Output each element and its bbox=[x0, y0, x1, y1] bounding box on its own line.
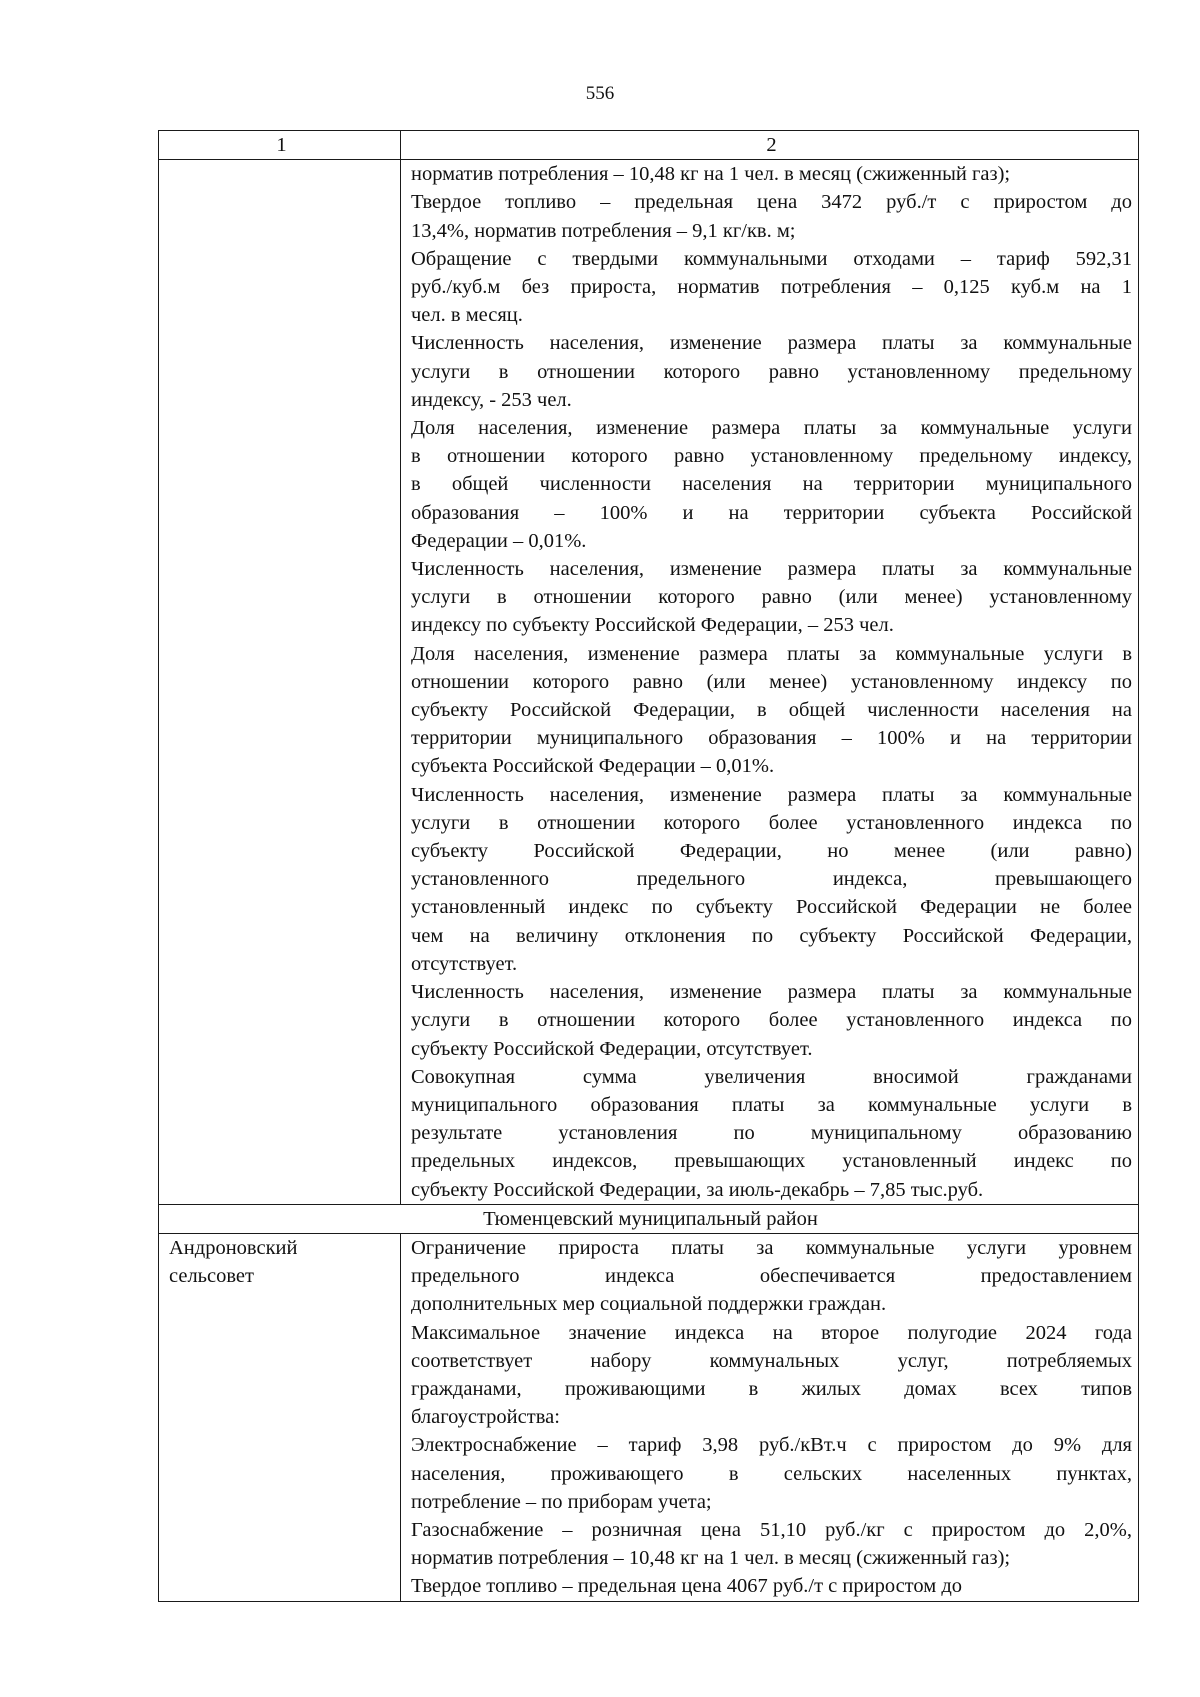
text-line: субъекту Российской Федерации, отсутствует. bbox=[411, 1037, 813, 1060]
text-line: образования – 100% и на территории субъекта Российской bbox=[411, 501, 1132, 524]
text-line: услуги в отношении которого более установленного индекса по bbox=[411, 1009, 1132, 1032]
paragraph bbox=[411, 188, 1132, 244]
text-line: отсутствует. bbox=[411, 952, 518, 975]
paragraph bbox=[411, 329, 1132, 414]
table-header-row bbox=[159, 131, 1139, 160]
text-line: Численность населения, изменение размера платы за коммунальные bbox=[411, 981, 1132, 1004]
paragraph bbox=[411, 1319, 1132, 1432]
column-header-1: 1 bbox=[159, 131, 401, 160]
text-line: субъекту Российской Федерации, но менее (или равно) bbox=[411, 840, 1132, 863]
text-line: индексу по субъекту Российской Федерации, – 253 чел. bbox=[411, 614, 894, 637]
page-number: 556 bbox=[585, 83, 615, 104]
text-line: предельных индексов, превышающих установленный индекс по bbox=[411, 1150, 1132, 1173]
text-line: Газоснабжение – розничная цена 51,10 руб./кг с приростом до 2,0%, bbox=[411, 1518, 1132, 1541]
text-line: чел. в месяц. bbox=[411, 304, 523, 327]
paragraph-list bbox=[411, 1234, 1132, 1601]
text-line: в общей численности населения на территории муниципального bbox=[411, 473, 1132, 496]
district-name: Тюменцевский муниципальный район bbox=[159, 1204, 1139, 1233]
paragraph bbox=[411, 1516, 1132, 1572]
text-line: Федерации – 0,01%. bbox=[411, 529, 587, 552]
text-line: потребление – по приборам учета; bbox=[411, 1490, 712, 1513]
paragraph bbox=[411, 1572, 1132, 1600]
text-line: территории муниципального образования – 100% и на территории bbox=[411, 727, 1132, 750]
text-line: дополнительных мер социальной поддержки граждан. bbox=[411, 1293, 887, 1316]
text-line: субъекту Российской Федерации, за июль-декабрь – 7,85 тыс.руб. bbox=[411, 1178, 984, 1201]
table-row bbox=[159, 1233, 1139, 1601]
text-line: Численность населения, изменение размера платы за коммунальные bbox=[411, 783, 1132, 806]
text-line: Электроснабжение – тариф 3,98 руб./кВт.ч с приростом до 9% для bbox=[411, 1434, 1132, 1457]
paragraph bbox=[411, 781, 1132, 978]
text-line: услуги в отношении которого равно (или менее) установленному bbox=[411, 586, 1132, 609]
text-line: Максимальное значение индекса на второе полугодие 2024 года bbox=[411, 1321, 1132, 1344]
text-line: субъекта Российской Федерации – 0,01%. bbox=[411, 755, 775, 778]
table-row bbox=[159, 160, 1139, 1205]
municipality-name-line: Андроновский bbox=[169, 1236, 298, 1259]
paragraph bbox=[411, 414, 1132, 555]
paragraph bbox=[411, 555, 1132, 640]
text-line: предельного индекса обеспечивается предоставлением bbox=[411, 1265, 1132, 1288]
text-line: норматив потребления – 10,48 кг на 1 чел. в месяц (сжиженный газ); bbox=[411, 1547, 1011, 1570]
paragraph-list bbox=[411, 160, 1132, 1204]
text-line: Численность населения, изменение размера платы за коммунальные bbox=[411, 332, 1132, 355]
text-line: Доля населения, изменение размера платы за коммунальные услуги bbox=[411, 417, 1132, 440]
text-line: Доля населения, изменение размера платы за коммунальные услуги в bbox=[411, 642, 1132, 665]
text-line: индексу, - 253 чел. bbox=[411, 388, 572, 411]
paragraph bbox=[411, 1063, 1132, 1204]
paragraph bbox=[411, 978, 1132, 1063]
empty-cell bbox=[159, 160, 401, 1205]
text-line: результате установления по муниципальному образованию bbox=[411, 1122, 1132, 1145]
paragraph bbox=[411, 1431, 1132, 1516]
text-line: руб./куб.м без прироста, норматив потребления – 0,125 куб.м на 1 bbox=[411, 276, 1132, 299]
text-line: благоустройства: bbox=[411, 1406, 560, 1429]
text-line: услуги в отношении которого равно установленному предельному bbox=[411, 360, 1132, 383]
text-line: норматив потребления – 10,48 кг на 1 чел. в месяц (сжиженный газ); bbox=[411, 163, 1011, 186]
paragraph bbox=[411, 160, 1132, 188]
paragraph bbox=[411, 245, 1132, 330]
text-line: Ограничение прироста платы за коммунальные услуги уровнем bbox=[411, 1236, 1132, 1259]
text-line: Твердое топливо – предельная цена 3472 руб./т с приростом до bbox=[411, 191, 1132, 214]
municipality-name-cell bbox=[159, 1233, 401, 1601]
text-line: соответствует набору коммунальных услуг, потребляемых bbox=[411, 1349, 1132, 1372]
text-line: установленного предельного индекса, превышающего bbox=[411, 868, 1132, 891]
column-header-2: 2 bbox=[401, 131, 1139, 160]
district-row bbox=[159, 1204, 1139, 1233]
text-line: гражданами, проживающими в жилых домах всех типов bbox=[411, 1377, 1132, 1400]
document-table bbox=[158, 130, 1139, 1602]
paragraph bbox=[411, 640, 1132, 781]
text-line: муниципального образования платы за коммунальные услуги в bbox=[411, 1093, 1132, 1116]
text-line: Обращение с твердыми коммунальными отходами – тариф 592,31 bbox=[411, 247, 1132, 270]
text-line: Совокупная сумма увеличения вносимой гражданами bbox=[411, 1065, 1132, 1088]
text-line: чем на величину отклонения по субъекту Российской Федерации, bbox=[411, 924, 1132, 947]
text-line: населения, проживающего в сельских населенных пунктах, bbox=[411, 1462, 1132, 1485]
text-line: Численность населения, изменение размера платы за коммунальные bbox=[411, 558, 1132, 581]
description-cell bbox=[401, 160, 1139, 1205]
text-line: 13,4%, норматив потребления – 9,1 кг/кв. м; bbox=[411, 219, 796, 242]
text-line: субъекту Российской Федерации, в общей численности населения на bbox=[411, 699, 1132, 722]
municipality-name-line: сельсовет bbox=[169, 1265, 254, 1288]
text-line: установленный индекс по субъекту Российской Федерации не более bbox=[411, 896, 1132, 919]
text-line: отношении которого равно (или менее) установленному индексу по bbox=[411, 670, 1132, 693]
text-line: в отношении которого равно установленному предельному индексу, bbox=[411, 445, 1132, 468]
description-cell bbox=[401, 1233, 1139, 1601]
text-line: услуги в отношении которого более установленного индекса по bbox=[411, 811, 1132, 834]
paragraph bbox=[411, 1234, 1132, 1319]
text-line: Твердое топливо – предельная цена 4067 руб./т с приростом до bbox=[411, 1575, 963, 1598]
